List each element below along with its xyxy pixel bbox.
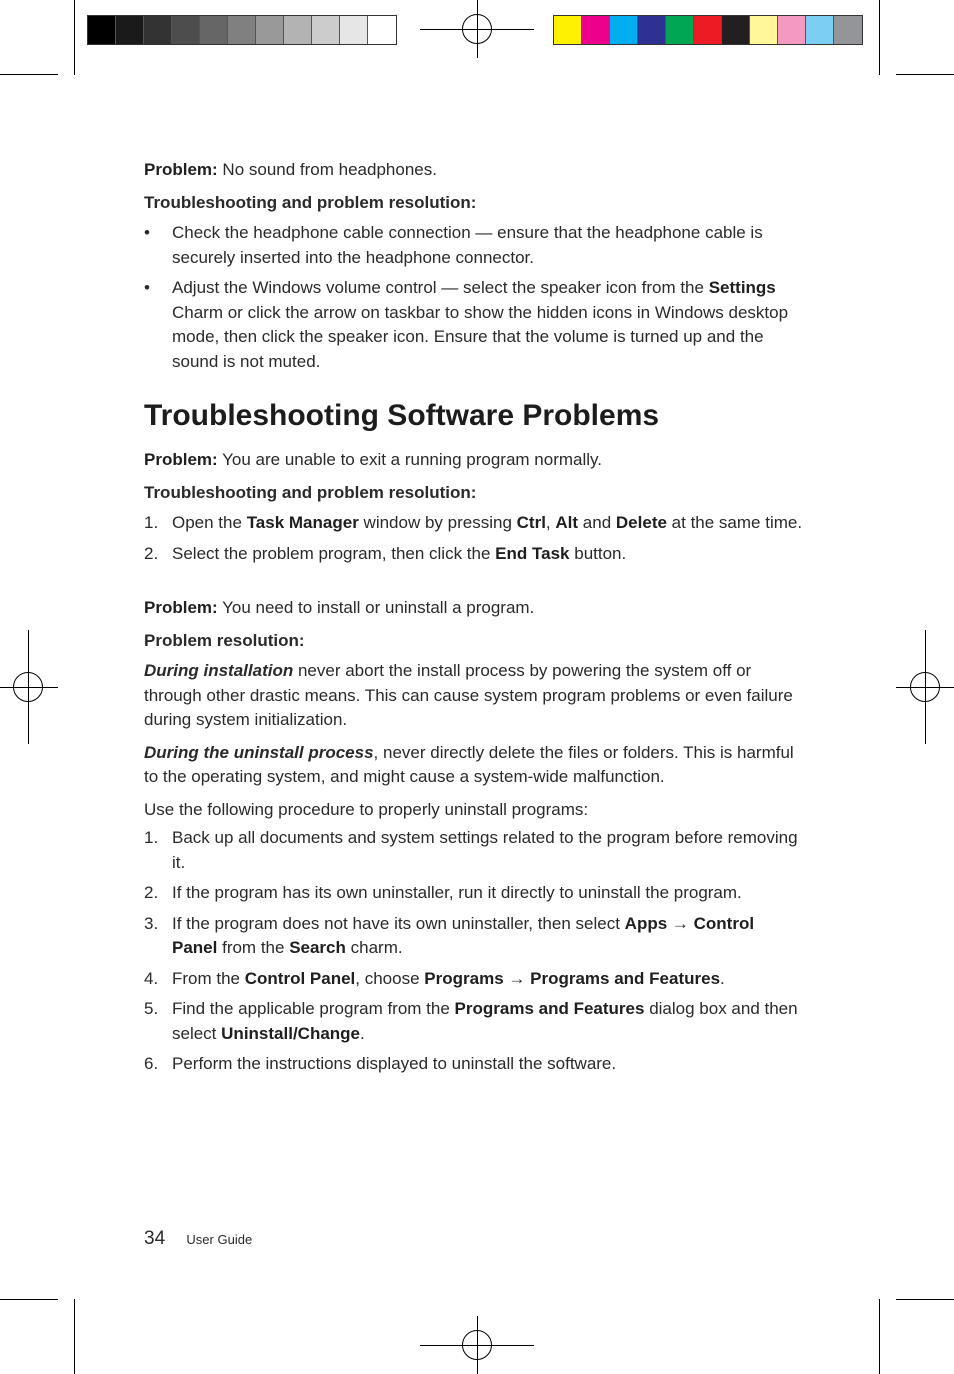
list-item-text: Adjust the Windows volume control — select the speaker icon from the bbox=[172, 278, 704, 297]
bullet-marker: • bbox=[144, 278, 150, 297]
list-number: 1. bbox=[144, 828, 159, 847]
ui-term: End Task bbox=[495, 543, 570, 563]
registration-circle bbox=[910, 672, 940, 702]
list-item-text: Check the headphone cable connection — ensure that the headphone cable is securely inserted into the headphone connector. bbox=[172, 223, 763, 267]
list-item bbox=[144, 276, 804, 374]
ui-term: Uninstall/Change bbox=[221, 1023, 361, 1043]
color-swatch bbox=[582, 16, 610, 44]
crop-mark bbox=[879, 0, 880, 75]
color-swatch bbox=[116, 16, 144, 44]
ui-term: Task Manager bbox=[246, 513, 359, 532]
color-swatch bbox=[806, 16, 834, 44]
ui-term: Search bbox=[289, 938, 346, 957]
page-footer bbox=[144, 1228, 252, 1250]
list-item bbox=[144, 826, 804, 875]
problem-label: Problem: bbox=[144, 598, 218, 617]
crop-mark bbox=[896, 1299, 954, 1300]
list-number: 2. bbox=[144, 883, 159, 902]
list-item-text: at the same time. bbox=[671, 513, 803, 532]
ui-term: Programs and Features bbox=[530, 968, 721, 988]
list-item-text: Back up all documents and system settings related to the program before removing it. bbox=[172, 828, 798, 872]
list-item-text: If the program has its own uninstaller, run it directly to uninstall the program. bbox=[172, 883, 742, 902]
problem-statement bbox=[144, 448, 804, 473]
color-swatch bbox=[200, 16, 228, 44]
color-swatch bbox=[834, 16, 862, 44]
emphasis: During the uninstall process bbox=[144, 742, 374, 762]
list-item-text: button. bbox=[574, 543, 627, 563]
section-title: Troubleshooting Software Problems bbox=[144, 399, 660, 432]
color-swatch bbox=[144, 16, 172, 44]
problem-statement bbox=[144, 158, 804, 183]
color-swatch bbox=[778, 16, 806, 44]
list-item-text: Perform the instructions displayed to uninstall the software. bbox=[172, 1054, 617, 1073]
problem-text: No sound from headphones. bbox=[222, 160, 437, 179]
problem-text: You need to install or uninstall a program. bbox=[222, 598, 535, 617]
ui-term: Programs and Features bbox=[454, 999, 645, 1018]
list-item bbox=[144, 542, 804, 567]
ui-term: Programs bbox=[424, 968, 504, 988]
arrow-glyph: → bbox=[671, 913, 689, 933]
list-item-text: Open the bbox=[172, 513, 242, 532]
color-swatch bbox=[368, 16, 396, 44]
color-swatch bbox=[722, 16, 750, 44]
uninstall-paragraph bbox=[144, 741, 804, 790]
list-item bbox=[144, 967, 804, 992]
color-swatch bbox=[340, 16, 368, 44]
list-item-text: Select the problem program, then click the bbox=[172, 543, 491, 563]
list-number: 3. bbox=[144, 913, 159, 933]
resolution-heading: Troubleshooting and problem resolution: bbox=[144, 482, 477, 502]
crop-mark bbox=[879, 1299, 880, 1374]
color-swatch bbox=[88, 16, 116, 44]
ui-term: Control Panel bbox=[244, 968, 356, 988]
grayscale-bar bbox=[87, 15, 397, 45]
list-item bbox=[144, 912, 804, 961]
list-item-text: Charm or click the arrow on taskbar to show the hidden icons in Windows desktop mode, then click the speaker icon. Ensure that the volume is turned up and the sound is not muted. bbox=[172, 302, 789, 371]
list-number: 2. bbox=[144, 543, 159, 563]
numbered-list bbox=[144, 511, 804, 566]
list-item-text: window by pressing bbox=[363, 513, 512, 532]
spacer bbox=[144, 572, 804, 596]
color-swatch bbox=[666, 16, 694, 44]
problem-label: Problem: bbox=[144, 450, 218, 469]
color-swatch bbox=[694, 16, 722, 44]
list-item bbox=[144, 997, 804, 1046]
list-item-text: If the program does not have its own uninstaller, then select bbox=[172, 913, 620, 933]
problem-text: You are unable to exit a running program normally. bbox=[222, 450, 603, 469]
footer-label: User Guide bbox=[186, 1232, 253, 1247]
page-content bbox=[144, 158, 804, 1083]
list-number: 5. bbox=[144, 999, 159, 1018]
color-swatch bbox=[638, 16, 666, 44]
resolution-heading: Problem resolution: bbox=[144, 630, 305, 650]
list-item-text: Find the applicable program from the bbox=[172, 999, 450, 1018]
crop-mark bbox=[0, 74, 58, 75]
numbered-list bbox=[144, 826, 804, 1077]
color-swatch bbox=[610, 16, 638, 44]
problem-statement bbox=[144, 596, 804, 621]
color-swatch bbox=[554, 16, 582, 44]
ui-term: Control Panel bbox=[172, 913, 755, 957]
list-item-text: . bbox=[360, 1023, 365, 1043]
list-item-text: dialog box and then select bbox=[172, 999, 798, 1043]
list-number: 1. bbox=[144, 513, 159, 532]
arrow-glyph: → bbox=[508, 968, 526, 988]
paragraph-text: , never directly delete the files or folders. This is harmful to the operating system, and might cause a system-wide malfunction. bbox=[144, 742, 794, 786]
ui-term: Apps bbox=[624, 913, 668, 933]
registration-circle bbox=[13, 672, 43, 702]
key-name: Ctrl bbox=[516, 513, 546, 532]
list-item-text: charm. bbox=[350, 938, 403, 957]
bullet-list bbox=[144, 221, 804, 374]
registration-circle bbox=[462, 14, 492, 44]
list-item bbox=[144, 511, 804, 536]
list-item-text: . bbox=[720, 968, 725, 988]
list-item bbox=[144, 1052, 804, 1077]
registration-circle bbox=[462, 1330, 492, 1360]
list-item bbox=[144, 221, 804, 270]
paragraph-text: never abort the install process by powering the system off or through other drastic means. This can cause system program problems or even failure during system initialization. bbox=[144, 661, 793, 729]
crop-mark bbox=[74, 1299, 75, 1374]
color-swatch bbox=[256, 16, 284, 44]
resolution-heading: Troubleshooting and problem resolution: bbox=[144, 192, 477, 212]
page-number: 34 bbox=[144, 1228, 166, 1249]
ui-term: Settings bbox=[708, 278, 776, 297]
problem-label: Problem: bbox=[144, 160, 218, 179]
procedure-intro: Use the following procedure to properly uninstall programs: bbox=[144, 799, 589, 819]
list-item-text: and bbox=[582, 513, 612, 532]
key-name: Alt bbox=[555, 513, 579, 532]
list-number: 4. bbox=[144, 968, 159, 988]
crop-mark bbox=[896, 74, 954, 75]
list-item-text: , choose bbox=[355, 968, 420, 988]
list-item-text: from the bbox=[222, 938, 285, 957]
list-item bbox=[144, 881, 804, 906]
emphasis: During installation bbox=[144, 661, 294, 680]
list-item-text: From the bbox=[172, 968, 241, 988]
color-swatch bbox=[750, 16, 778, 44]
install-paragraph bbox=[144, 659, 804, 733]
key-name: Delete bbox=[615, 513, 667, 532]
color-swatch bbox=[228, 16, 256, 44]
list-number: 6. bbox=[144, 1054, 159, 1073]
color-swatch bbox=[312, 16, 340, 44]
list-item-text: , bbox=[545, 513, 551, 532]
bullet-marker: • bbox=[144, 223, 150, 242]
color-bar bbox=[553, 15, 863, 45]
crop-mark bbox=[0, 1299, 58, 1300]
crop-mark bbox=[74, 0, 75, 75]
color-swatch bbox=[284, 16, 312, 44]
color-swatch bbox=[172, 16, 200, 44]
